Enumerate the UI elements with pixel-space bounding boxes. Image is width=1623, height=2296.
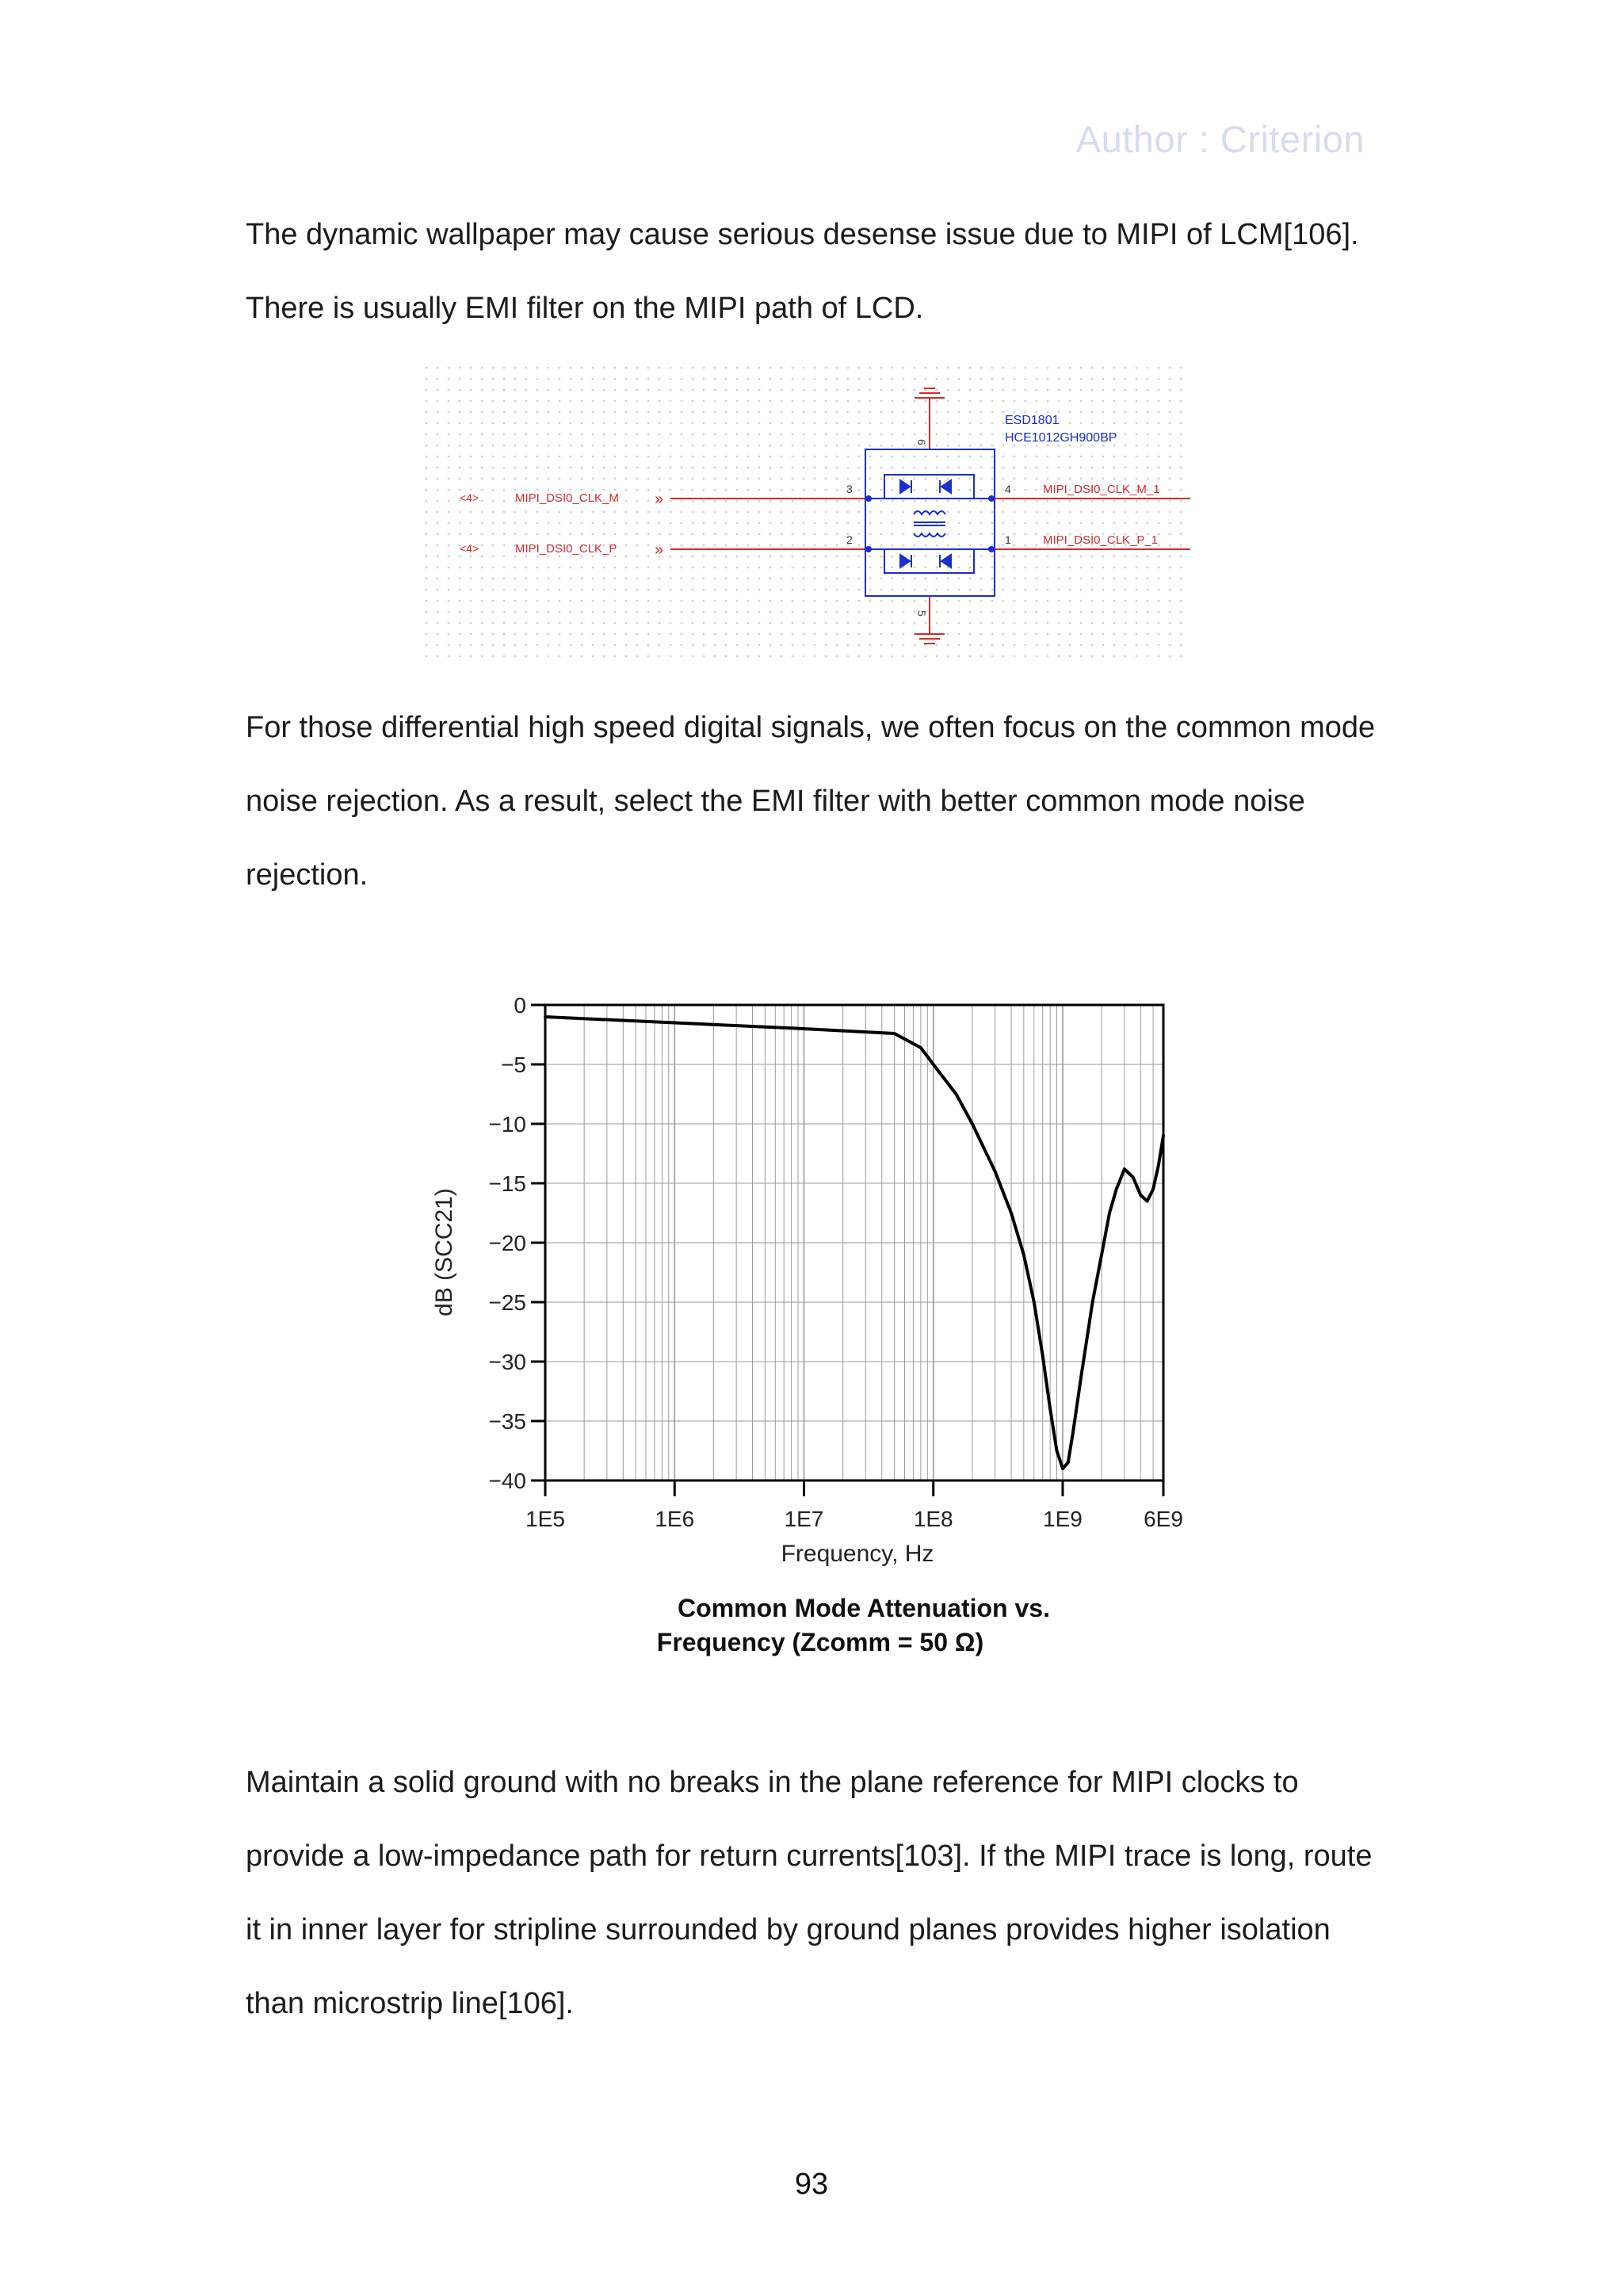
- pin-label-4: 4: [1005, 483, 1011, 495]
- paragraph-common-mode: For those differential high speed digital signals, we often focus on the common mode noise rejection. As a result, select the EMI filter with better common mode noise rejection.: [246, 711, 1376, 892]
- schematic-grid: [425, 366, 1190, 666]
- net-label-clk-p: MIPI_DSI0_CLK_P: [515, 542, 617, 556]
- net-label-clk-p-1: MIPI_DSI0_CLK_P_1: [1043, 533, 1159, 547]
- y-tick-label: −10: [488, 1112, 526, 1137]
- page-number: 93: [794, 2168, 829, 2201]
- net-label-clk-m: MIPI_DSI0_CLK_M: [515, 491, 619, 505]
- attenuation-chart: [412, 983, 1205, 1680]
- y-tick-label: −40: [488, 1469, 526, 1493]
- y-tick-label: −30: [488, 1350, 526, 1374]
- y-tick-label: −25: [488, 1290, 526, 1315]
- header-author: Author : Criterion: [1075, 118, 1365, 160]
- x-tick-label: 1E8: [913, 1507, 953, 1531]
- pin-label-2: 2: [846, 533, 853, 546]
- x-tick-label: 6E9: [1144, 1507, 1183, 1531]
- port-arrow-clk-m: »: [655, 491, 664, 508]
- y-tick-label: −20: [488, 1231, 526, 1255]
- pin-label-3: 3: [846, 483, 853, 495]
- port-arrow-clk-p: »: [655, 541, 664, 559]
- chart-ticks: [489, 993, 1183, 1531]
- chart-xlabel: Frequency, Hz: [781, 1541, 934, 1567]
- x-tick-label: 1E7: [784, 1507, 824, 1531]
- chart-title-line-2: Frequency (Zcomm = 50 Ω): [656, 1628, 984, 1656]
- chart-grid: [545, 1005, 1163, 1480]
- y-tick-label: −5: [501, 1052, 526, 1077]
- part-ref-label: ESD1801: [1005, 414, 1060, 427]
- net-label-clk-m-1: MIPI_DSI0_CLK_M_1: [1043, 483, 1160, 496]
- chart-ylabel: dB (SCC21): [431, 1188, 457, 1316]
- part-number-label: HCE1012GH900BP: [1005, 431, 1117, 445]
- y-tick-label: −15: [488, 1171, 526, 1196]
- port-tag-clk-m: <4>: [460, 491, 479, 504]
- pin-bottom-label: 5: [915, 610, 928, 617]
- x-tick-label: 1E6: [655, 1507, 695, 1531]
- chart-title-line-1: Common Mode Attenuation vs.: [678, 1594, 1050, 1622]
- port-tag-clk-p: <4>: [460, 542, 479, 555]
- paragraph-intro: The dynamic wallpaper may cause serious desense issue due to MIPI of LCM[106]. There is usually EMI filter on the MIPI path of LCD.: [246, 218, 1359, 325]
- pin-label-1: 1: [1005, 533, 1011, 546]
- y-tick-label: −35: [488, 1409, 526, 1434]
- paragraph-ground-plane: Maintain a solid ground with no breaks in the plane reference for MIPI clocks to provide a low-impedance path for return currents[103]. If the MIPI trace is long, route it in inner layer for stripline surrounded by ground planes provides higher isolation than microstrip line[106].: [246, 1766, 1373, 2020]
- emi-filter-schematic: [425, 366, 1190, 666]
- x-tick-label: 1E5: [525, 1507, 565, 1531]
- pin-top-label: 6: [915, 439, 928, 445]
- x-tick-label: 1E9: [1043, 1507, 1083, 1531]
- y-tick-label: 0: [514, 993, 526, 1018]
